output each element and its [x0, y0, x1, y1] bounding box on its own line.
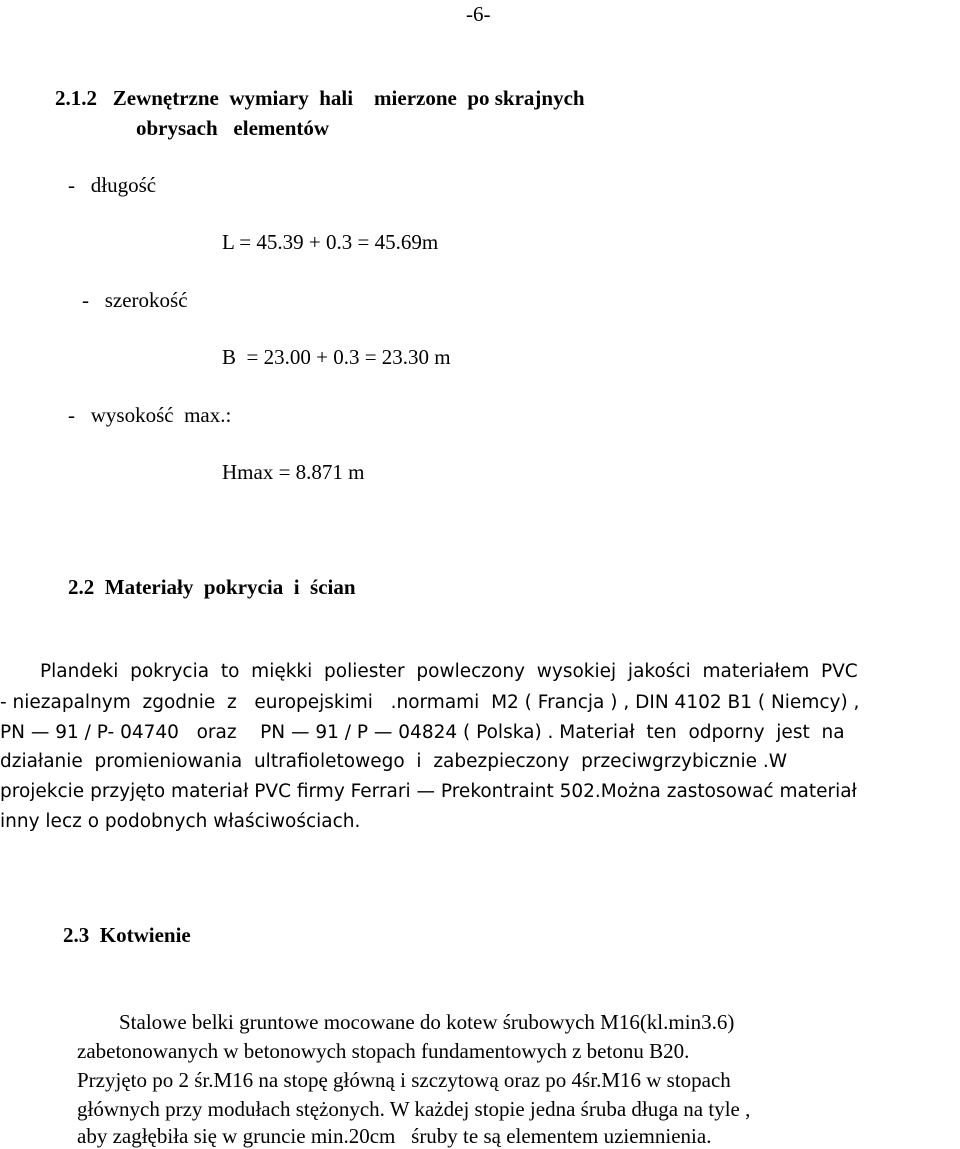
section-2-3-heading: 2.3 Kotwienie [63, 923, 191, 947]
paragraph-line: działanie promieniowania ultrafioletowego i zabezpieczony przeciwgrzybicznie .W [0, 751, 788, 772]
paragraph-line: aby zagłębiła się w gruncie min.20cm śruby te są elementem uziemnienia. [77, 1124, 712, 1148]
page-number: -6- [466, 2, 491, 26]
dimension-value-height: Hmax = 8.871 m [222, 460, 365, 484]
paragraph-line: zabetonowanych w betonowych stopach fundamentowych z betonu B20. [77, 1039, 690, 1063]
heading-line: 2.1.2 Zewnętrzne wymiary hali mierzone po skrajnych [55, 86, 585, 110]
paragraph-line: projekcie przyjęto materiał PVC firmy Ferrari — Prekontraint 502.Można zastosować materiał [0, 781, 857, 802]
paragraph-line: - niezapalnym zgodnie z europejskimi .normami M2 ( Francja ) , DIN 4102 B1 ( Niemcy) , [0, 692, 860, 713]
section-2-2-heading: 2.2 Materiały pokrycia i ścian [68, 575, 356, 599]
paragraph-line: Stalowe belki gruntowe mocowane do kotew śrubowych M16(kl.min3.6) [119, 1010, 735, 1034]
dimension-label-height: - wysokość max.: [68, 403, 232, 427]
paragraph-line: głównych przy modułach stężonych. W każdej stopie jedna śruba długa na tyle , [77, 1097, 751, 1121]
dimension-label-width: - szerokość [82, 288, 188, 312]
dimension-value-length: L = 45.39 + 0.3 = 45.69m [222, 230, 439, 254]
dimension-label-length: - długość [68, 173, 157, 197]
paragraph-line: Plandeki pokrycia to miękki poliester powleczony wysokiej jakości materiałem PVC [40, 661, 858, 682]
paragraph-line: PN — 91 / P- 04740 oraz PN — 91 / P — 04824 ( Polska) . Materiał ten odporny jest na [0, 722, 845, 743]
heading-line: obrysach elementów [136, 116, 330, 140]
paragraph-line: inny lecz o podobnych właściwościach. [0, 811, 361, 832]
paragraph-line: Przyjęto po 2 śr.M16 na stopę główną i szczytową oraz po 4śr.M16 w stopach [77, 1068, 731, 1092]
dimension-value-width: B = 23.00 + 0.3 = 23.30 m [222, 345, 451, 369]
